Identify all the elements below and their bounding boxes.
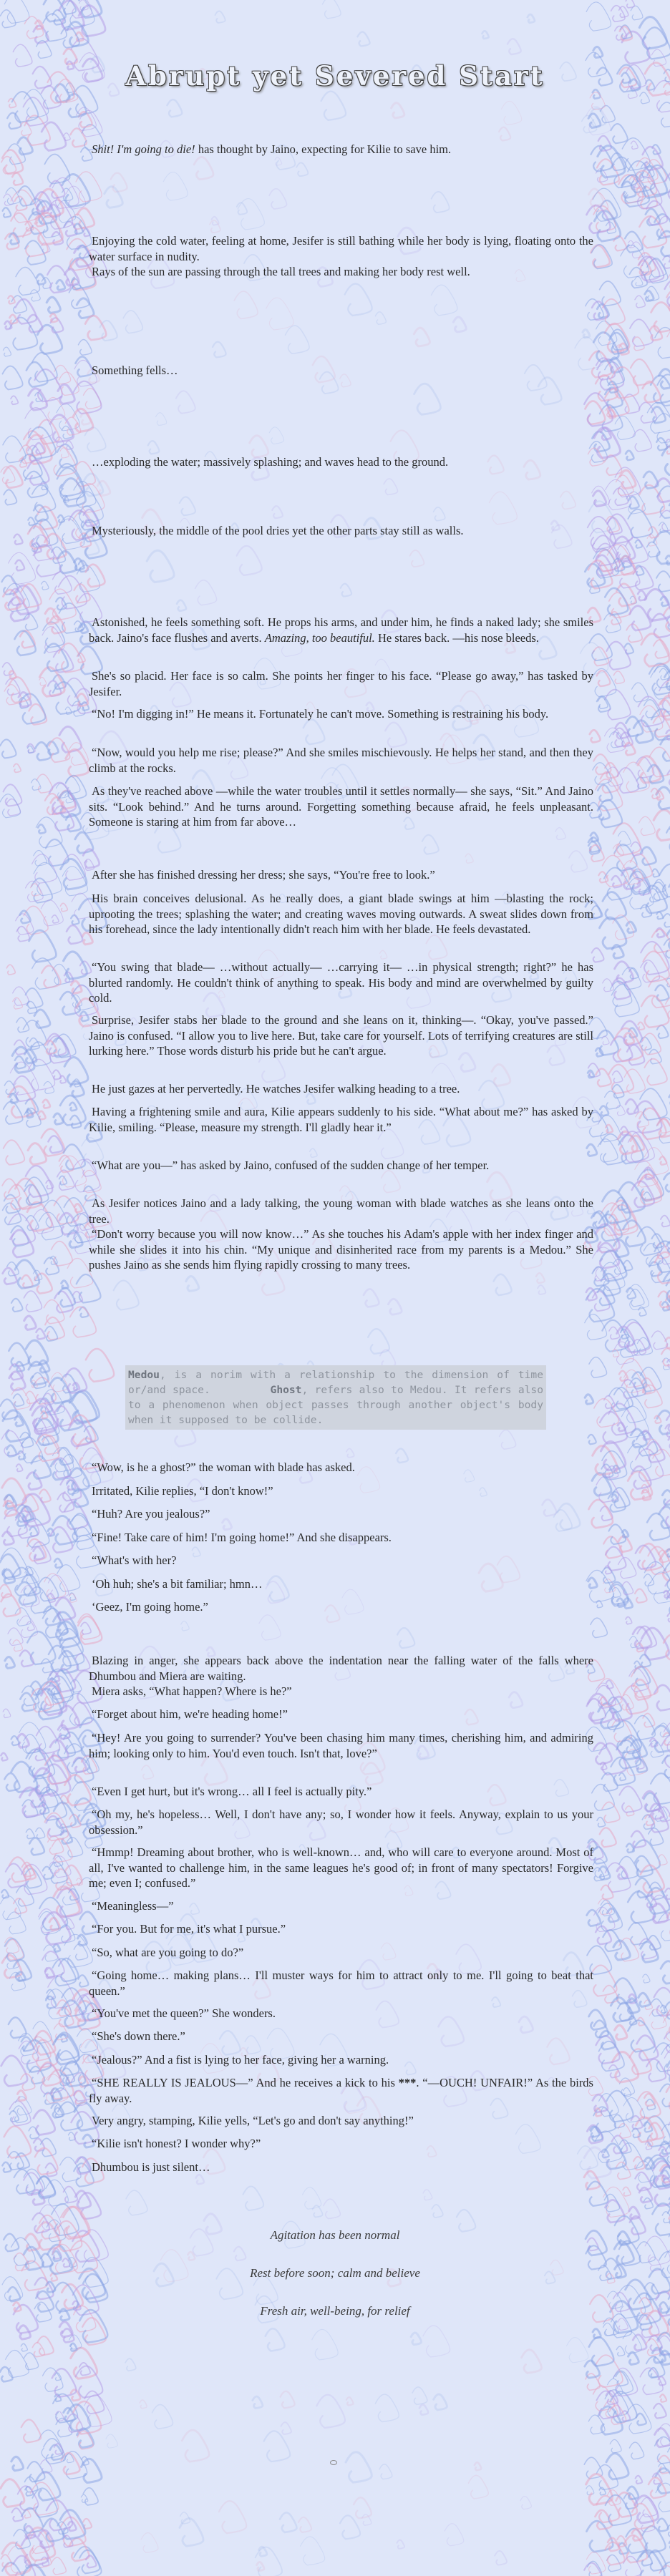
paragraph: “No! I'm digging in!” He means it. Fortunately he can't move. Something is restraining his body. [92, 707, 549, 721]
paragraph [89, 2075, 593, 2106]
paragraph: He just gazes at her pervertedly. He watches Jesifer walking heading to a tree. [92, 1082, 460, 1096]
paragraph: “Don't worry because you will now know…” As she touches his Adam's apple with her index finger and while she slides it into his chin. “My unique and disinherited race from my parents is a Medou.” She pushes Jaino as she sends him flying rapidly crossing to many trees. [89, 1227, 593, 1272]
text-span: He stares back. —his nose bleeds. [374, 630, 539, 645]
paragraph: “Oh my, he's hopeless… Well, I don't have any; so, I wonder how it feels. Anyway, explain to us your obsession.” [89, 1807, 593, 1837]
paragraph: “You've met the queen?” She wonders. [92, 2006, 276, 2020]
paragraph: “Kilie isn't honest? I wonder why?” [92, 2137, 261, 2150]
paragraph: “What's with her? [92, 1553, 177, 1567]
glossary-definition: , refers also to Medou. It refers also to a phenomenon when object passes through another object's body when it supposed to be collide. [128, 1384, 543, 1426]
paragraph: Mysteriously, the middle of the pool dries yet the other parts stay still as walls. [92, 524, 464, 537]
paragraph [89, 615, 593, 645]
paragraph: Miera asks, “What happen? Where is he?” [92, 1684, 292, 1698]
paragraph: “Fine! Take care of him! I'm going home!” And she disappears. [92, 1531, 392, 1544]
paragraph: ‘Oh huh; she's a bit familiar; hmn… [92, 1577, 263, 1591]
poem-line: Rest before soon; calm and believe [250, 2266, 420, 2280]
paragraph: Blazing in anger, she appears back above the indentation near the falling water of the falls where Dhumbou and Miera are waiting. [89, 1654, 593, 1683]
paragraph: Having a frightening smile and aura, Kilie appears suddenly to his side. “What about me?” has asked by Kilie, smiling. “Please, measure my strength. I'll gladly hear it.” [89, 1105, 593, 1134]
paragraph: “Jealous?” And a fist is lying to her face, giving her a warning. [92, 2053, 389, 2067]
text-span: . “—OUCH! UNFAIR!” As the birds fly away. [89, 2076, 593, 2105]
text-span: Astonished, he feels something soft. He props his arms, and under him, he finds a naked lady; she smiles back. Jaino's face flushes and averts. [89, 615, 593, 645]
paragraph: Something fells… [92, 364, 178, 377]
paragraph: Dhumbou is just silent… [92, 2160, 210, 2174]
poem-line: Agitation has been normal [270, 2228, 400, 2242]
paragraph: As they've reached above —while the water troubles until it settles normally— she says, “Sit.” And Jaino sits. “Look behind.” And he turns around. Forgetting something because afraid, he feels unpleasant. Someone is staring at him from far above… [89, 784, 593, 829]
emphasis-text: Amazing, too beautiful. [264, 630, 375, 645]
paragraph: As Jesifer notices Jaino and a lady talking, the young woman with blade watches as she leans onto the tree. [89, 1196, 593, 1226]
paragraph: She's so placid. Her face is so calm. She points her finger to his face. “Please go away,” has tasked by Jesifer. [89, 669, 593, 698]
glossary-term: Medou [128, 1369, 160, 1381]
emphasis-text: Shit! I'm going to die! [92, 142, 195, 156]
poem-line: Fresh air, well-being, for relief [260, 2304, 410, 2318]
paragraph: Enjoying the cold water, feeling at home, Jesifer is still bathing while her body is lying, floating onto the water surface in nudity. [89, 234, 593, 263]
paragraph: Rays of the sun are passing through the tall trees and making her body rest well. [92, 265, 470, 278]
paragraph: …exploding the water; massively splashing; and waves head to the ground. [92, 455, 449, 469]
end-mark-icon [330, 2460, 337, 2465]
paragraph: “Going home… making plans… I'll muster ways for him to attract only to me. I'll going to beat that queen.” [89, 1968, 593, 1998]
paragraph: His brain conceives delusional. As he really does, a giant blade swings at him —blasting the rock; uprooting the trees; splashing the water; and creating waves moving outwards. A sweat slides down from his forehead, since the lady intentionally didn't reach him with her blade. He feels devastated. [89, 892, 593, 936]
paragraph: “Now, would you help me rise; please?” And she smiles mischievously. He helps her stand, and then they climb at the rocks. [89, 746, 593, 775]
paragraph: “Hey! Are you going to surrender? You've been chasing him many times, cherishing him, and admiring him; looking only to him. You'd even touch. Isn't that, love?” [89, 1731, 593, 1760]
paragraph: “Even I get hurt, but it's wrong… all I feel is actually pity.” [92, 1785, 372, 1798]
paragraph: “What are you—” has asked by Jaino, confused of the sudden change of her temper. [92, 1158, 490, 1172]
page-title: Abrupt yet Severed Start [125, 60, 545, 92]
text-span: “SHE REALLY IS JEALOUS—” And he receives a kick to his [92, 2076, 399, 2089]
paragraph: “Meaningless—” [92, 1899, 174, 1913]
glossary-term: Ghost [270, 1384, 302, 1396]
paragraph: “Forget about him, we're heading home!” [92, 1707, 288, 1721]
paragraph: “You swing that blade— …without actually— …carrying it— …in physical strength; right?” he has blurted randomly. He couldn't think of anything to speak. His body and mind are overwhelmed by guilty cold. [89, 960, 593, 1005]
paragraph: Very angry, stamping, Kilie yells, “Let's go and don't say anything!” [92, 2114, 414, 2127]
paragraph: “Hmmp! Dreaming about brother, who is well-known… and, who will care to everyone around. Most of all, I've wanted to challenge him, in the same leagues he's good of; in front of many spectators! Forgive me; even I; confused.” [89, 1845, 593, 1890]
paragraph: Irritated, Kilie replies, “I don't know!” [92, 1484, 273, 1498]
glossary-note [125, 1365, 546, 1430]
paragraph: “Wow, is he a ghost?” the woman with blade has asked. [92, 1460, 355, 1474]
paragraph: “She's down there.” [92, 2029, 185, 2043]
paragraph: After she has finished dressing her dress; she says, “You're free to look.” [92, 868, 435, 882]
paragraph: Surprise, Jesifer stabs her blade to the ground and she leans on it, thinking—. “Okay, you've passed.” Jaino is confused. “I allow you to live here. But, take care for yourself. Lots of terrifying creatures are still lurking here.” Those words disturb his pride but he can't argue. [89, 1013, 593, 1058]
paragraph: “So, what are you going to do?” [92, 1946, 244, 1959]
paragraph: ‘Geez, I'm going home.” [92, 1600, 208, 1614]
paragraph: “Huh? Are you jealous?” [92, 1507, 210, 1521]
censored-text: *** [398, 2076, 417, 2089]
text-span: has thought by Jaino, expecting for Kilie to save him. [195, 142, 452, 156]
glossary-definition: , is a norim with a relationship to the dimension of time or/and space. [128, 1369, 543, 1396]
paragraph: “For you. But for me, it's what I pursue.” [92, 1922, 286, 1936]
paragraph [89, 142, 593, 157]
